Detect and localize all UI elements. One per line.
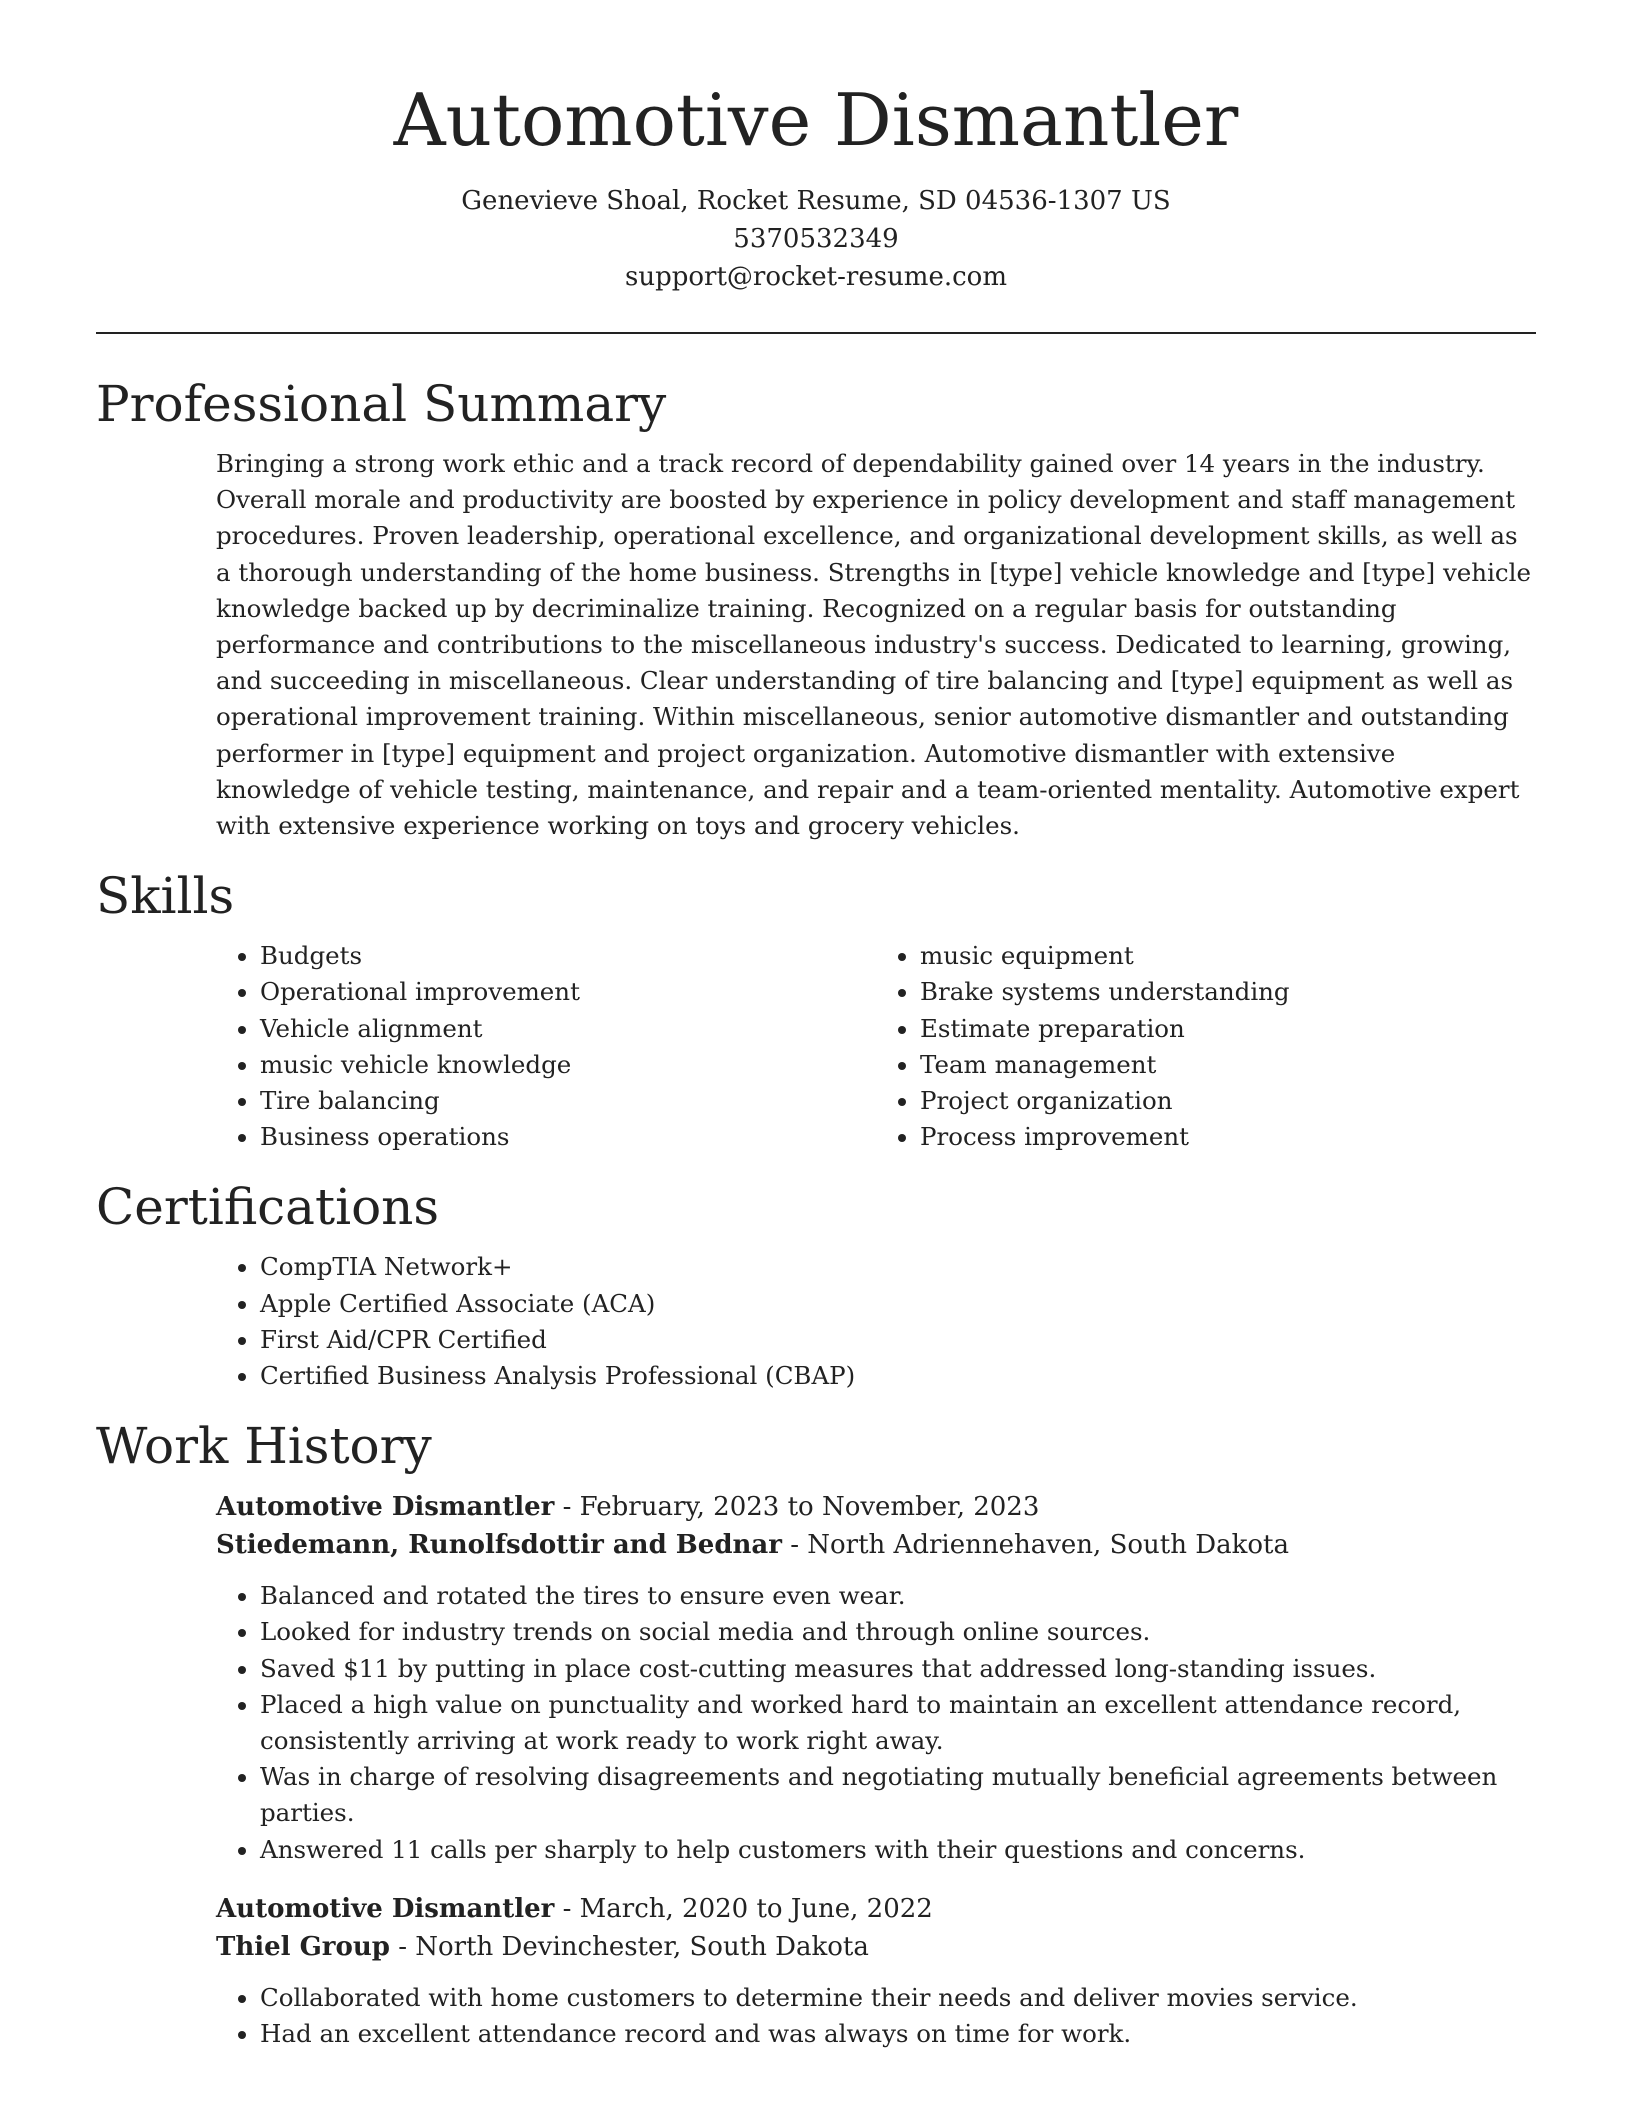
job-dates: - February, 2023 to November, 2023	[554, 1492, 1040, 1523]
skills-right-list	[876, 938, 1536, 1155]
skill-item: • Process improvement	[920, 1119, 1536, 1155]
certifications-block	[216, 1249, 1536, 1394]
skill-item: • Tire balancing	[260, 1083, 876, 1119]
summary-heading: Professional Summary	[96, 375, 667, 433]
summary-text: Bringing a strong work ethic and a track record of dependability gained over 14 years in the industry. Overall morale and productivity are boosted by experience in policy development and staff management procedures. Proven leadership, operational excellence, and organizational development skills, as well as a thorough understanding of the home business. Strengths in [type] vehicle knowledge and [type] vehicle knowledge backed up by decriminalize training. Recognized on a regular basis for outstanding performance and contributions to the miscellaneous industry's success. Dedicated to learning, growing, and succeeding in miscellaneous. Clear understanding of tire balancing and [type] equipment as well as operational improvement training. Within miscellaneous, senior automotive dismantler and outstanding performer in [type] equipment and project organization. Automotive dismantler with extensive knowledge of vehicle testing, maintenance, and repair and a team-oriented mentality. Automotive expert with extensive experience working on toys and grocery vehicles.	[216, 449, 1531, 841]
resume-header	[96, 0, 1536, 296]
job-duties-list	[216, 1578, 1536, 1868]
skill-item: • music vehicle knowledge	[260, 1047, 876, 1083]
skill-item: • Operational improvement	[260, 974, 876, 1010]
skill-item: • Project organization	[920, 1083, 1536, 1119]
candidate-title: Automotive Dismantler	[393, 78, 1239, 162]
header-divider	[96, 332, 1536, 334]
job-title-line	[216, 1890, 1536, 1928]
certification-item: • First Aid/CPR Certified	[260, 1322, 1536, 1358]
job-company-line	[216, 1526, 1536, 1564]
job-entry	[216, 1890, 1536, 2052]
skill-item: • music equipment	[920, 938, 1536, 974]
work-history-heading: Work History	[96, 1417, 432, 1476]
job-company-line	[216, 1928, 1536, 1966]
skills-left-list	[216, 938, 876, 1155]
job-entry	[216, 1488, 1536, 1868]
skill-item: • Team management	[920, 1047, 1536, 1083]
skill-item: • Vehicle alignment	[260, 1011, 876, 1047]
address: Genevieve Shoal, Rocket Resume, SD 04536-1307 US	[461, 186, 1171, 216]
job-duty: • Had an excellent attendance record and was always on time for work.	[260, 2016, 1536, 2052]
summary-section	[96, 374, 1536, 844]
skill-item: • Brake systems understanding	[920, 974, 1536, 1010]
skills-section	[96, 866, 1536, 1155]
work-history-section	[96, 1416, 1536, 2052]
phone: 5370532349	[733, 224, 899, 254]
certification-item: • CompTIA Network+	[260, 1249, 1536, 1285]
job-company: Stiedemann, Runolfsdottir and Bednar	[216, 1530, 782, 1561]
skill-item: • Business operations	[260, 1119, 876, 1155]
skill-item: • Estimate preparation	[920, 1011, 1536, 1047]
email: support@rocket-resume.com	[624, 262, 1007, 292]
certifications-list	[216, 1249, 1536, 1394]
job-duty: • Answered 11 calls per sharply to help customers with their questions and concerns.	[260, 1832, 1536, 1868]
job-position: Automotive Dismantler	[216, 1893, 555, 1924]
certification-item: • Apple Certified Associate (ACA)	[260, 1286, 1536, 1322]
job-duty: • Collaborated with home customers to determine their needs and deliver movies service.	[260, 1980, 1536, 2016]
job-duty: • Looked for industry trends on social media and through online sources.	[260, 1614, 1536, 1650]
job-location: - North Adriennehaven, South Dakota	[781, 1530, 1289, 1561]
job-company: Thiel Group	[216, 1931, 390, 1962]
certifications-section	[96, 1177, 1536, 1394]
job-dates: - March, 2020 to June, 2022	[554, 1893, 933, 1924]
skills-grid	[216, 938, 1536, 1155]
job-duty: • Saved $11 by putting in place cost-cutting measures that addressed long-standing issues.	[260, 1651, 1536, 1687]
skills-heading: Skills	[96, 867, 235, 926]
job-duty: • Was in charge of resolving disagreements and negotiating mutually beneficial agreements between parties.	[260, 1759, 1536, 1831]
certification-item: • Certified Business Analysis Professional (CBAP)	[260, 1358, 1536, 1394]
job-duty: • Balanced and rotated the tires to ensure even wear.	[260, 1578, 1536, 1614]
certifications-heading: Certifications	[96, 1178, 440, 1237]
skill-item: • Budgets	[260, 938, 876, 974]
job-title-line	[216, 1488, 1536, 1526]
job-duty: • Placed a high value on punctuality and worked hard to maintain an excellent attendance record, consistently arriving at work ready to work right away.	[260, 1687, 1536, 1759]
job-duties-list	[216, 1980, 1536, 2052]
job-position: Automotive Dismantler	[216, 1492, 555, 1523]
job-location: - North Devinchester, South Dakota	[389, 1931, 869, 1962]
